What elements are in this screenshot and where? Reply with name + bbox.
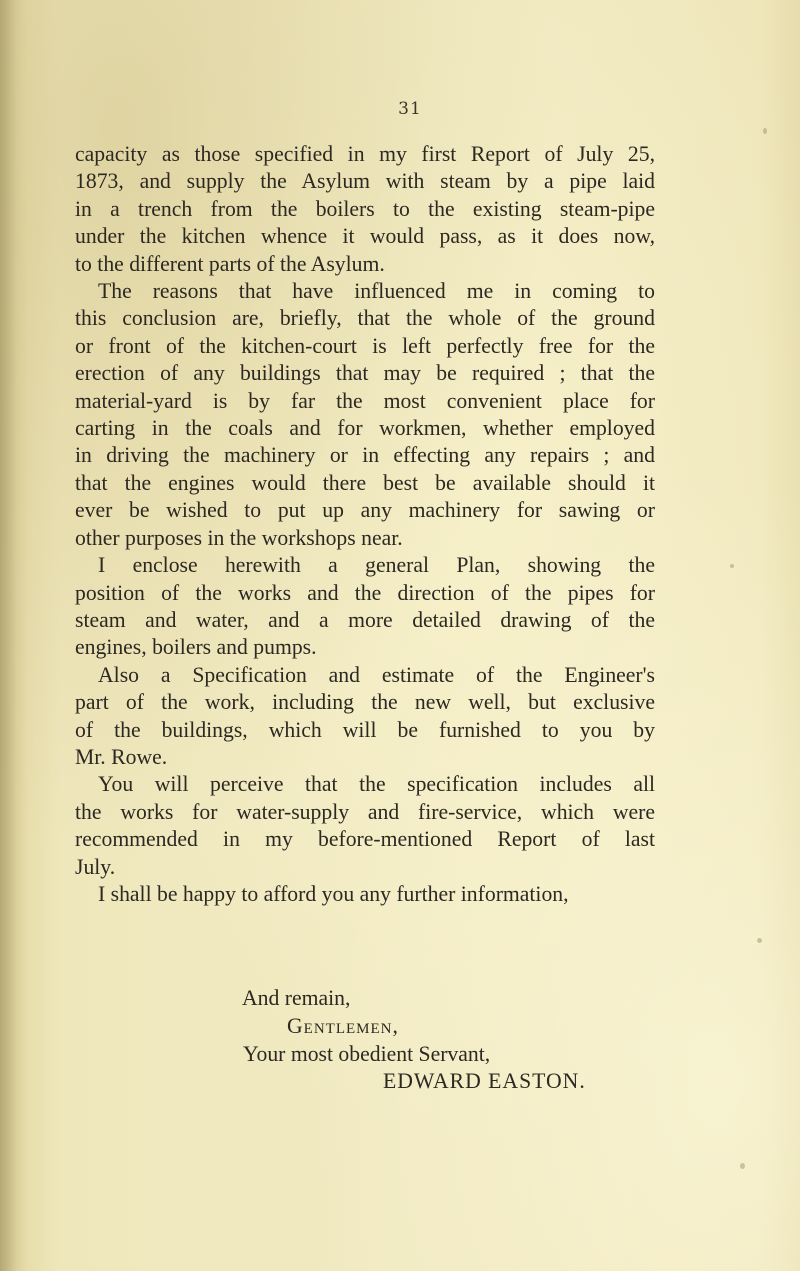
text-line: 1873, and supply the Asylum with steam by a pipe laid: [75, 169, 655, 194]
text-line: this conclusion are, briefly, that the whole of the ground: [75, 306, 655, 331]
text-line: position of the works and the direction of the pipes for: [75, 580, 655, 605]
text-line: I enclose herewith a general Plan, showing the: [98, 553, 655, 578]
text-line: I shall be happy to afford you any further information,: [98, 881, 569, 906]
text-line: under the kitchen whence it would pass, as it does now,: [75, 224, 655, 249]
closing-salutation: Gentlemen,: [287, 1014, 399, 1038]
text-line: ever be wished to put up any machinery for sawing or: [75, 498, 655, 523]
page-number: 31: [398, 99, 422, 119]
closing-remain: And remain,: [242, 986, 351, 1010]
text-line: to the different parts of the Asylum.: [75, 251, 385, 276]
text-line: The reasons that have influenced me in coming to: [98, 279, 655, 304]
text-line: material-yard is by far the most convenient place for: [75, 388, 655, 413]
paper-speck: [730, 564, 734, 568]
text-line: part of the work, including the new well, but exclusive: [75, 690, 655, 715]
text-line: other purposes in the workshops near.: [75, 525, 403, 550]
letter-body: [75, 141, 655, 908]
text-line: in driving the machinery or in effecting any repairs ; and: [75, 443, 655, 468]
text-line: steam and water, and a more detailed drawing of the: [75, 607, 655, 632]
text-line: Mr. Rowe.: [75, 744, 168, 769]
text-line: in a trench from the boilers to the existing steam-pipe: [75, 196, 655, 221]
text-line: Also a Specification and estimate of the Engineer's: [98, 662, 655, 687]
text-line: recommended in my before-mentioned Report of last: [75, 827, 655, 852]
text-line: the works for water-supply and fire-service, which were: [75, 799, 655, 824]
paper-speck: [763, 128, 767, 134]
signature: EDWARD EASTON.: [383, 1069, 586, 1093]
paper-speck: [740, 1163, 745, 1169]
text-line: engines, boilers and pumps.: [75, 635, 317, 660]
text-line: carting in the coals and for workmen, whether employed: [75, 416, 655, 441]
closing-valediction: Your most obedient Servant,: [243, 1042, 491, 1066]
page-binding-shadow: [0, 0, 28, 1271]
paper-speck: [757, 938, 762, 943]
text-line: erection of any buildings that may be required ; that the: [75, 361, 655, 386]
text-line: of the buildings, which will be furnished to you by: [75, 717, 655, 742]
text-line: July.: [75, 854, 116, 879]
text-line: capacity as those specified in my first Report of July 25,: [75, 142, 655, 166]
text-line: You will perceive that the specification includes all: [98, 772, 655, 797]
text-line: that the engines would there best be available should it: [75, 470, 655, 495]
text-line: or front of the kitchen-court is left perfectly free for the: [75, 333, 655, 358]
